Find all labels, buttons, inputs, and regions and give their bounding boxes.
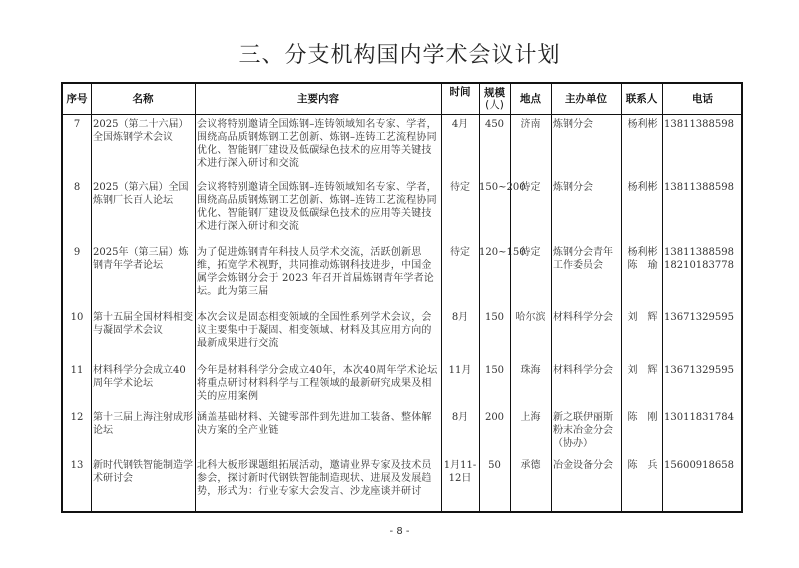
cell-name: 2025（第二十六届）全国炼钢学术会议: [93, 119, 189, 143]
cell-location: 承德: [520, 460, 541, 471]
cell-location: 哈尔滨: [515, 312, 546, 323]
cell-organizer: 炼钢分会: [553, 119, 593, 130]
column-divider: [510, 84, 511, 511]
cell-phone: 13011831784: [664, 412, 734, 423]
header-location: 地点: [520, 93, 541, 105]
header-phone: 电话: [692, 93, 713, 105]
cell-location: 待定: [520, 247, 541, 258]
cell-content: 北科大板形课题组拓展活动，邀请业界专家及技术员参会，探讨新时代钢铁智能制造现状、进展及发展趋势，形式为：行业专家大会发言、沙龙座谈并研讨: [197, 460, 432, 497]
cell-content: 本次会议是固态相变领域的全国性系列学术会议，会议主要集中于凝固、相变领域、材料及其应用方向的最新成果进行交流: [197, 312, 432, 349]
cell-contact: 杨利彬: [627, 182, 658, 193]
cell-no: 13: [70, 460, 84, 471]
header-organizer: 主办单位: [565, 93, 607, 105]
column-divider: [621, 84, 622, 511]
cell-no: 7: [73, 119, 81, 130]
header-time: 时间: [449, 86, 471, 98]
cell-location: 济南: [520, 119, 541, 130]
header-scale-line1: 规模: [484, 87, 505, 99]
cell-time: 4月: [451, 119, 469, 130]
cell-phone: 13671329595: [664, 365, 734, 376]
cell-content: 今年是材料科学分会成立40年，本次40周年学术论坛将重点研讨材料科学与工程领域的最新研究成果及相关的应用案例: [197, 365, 438, 402]
cell-organizer: 炼钢分会青年工作委员会: [553, 247, 613, 271]
conference-plan-table: [61, 82, 743, 513]
cell-time: 待定: [450, 182, 470, 193]
cell-no: 11: [70, 365, 84, 376]
cell-time: 8月: [451, 412, 469, 423]
cell-scale: 150: [484, 365, 505, 376]
cell-scale: 200: [484, 412, 505, 423]
cell-location: 待定: [520, 182, 541, 193]
cell-contact: 杨利彬: [627, 119, 658, 130]
column-divider: [662, 84, 663, 511]
cell-no: 9: [73, 247, 81, 258]
cell-name: 2025（第六届）全国炼钢厂长百人论坛: [93, 182, 189, 206]
cell-phone: 13671329595: [664, 312, 734, 323]
page-title: 三、分支机构国内学术会议计划: [238, 43, 561, 68]
header-content: 主要内容: [297, 93, 339, 105]
cell-scale: 50: [488, 460, 501, 471]
cell-contact: 陈 兵: [627, 460, 658, 471]
column-divider: [441, 84, 442, 511]
cell-scale: 150~200: [479, 182, 526, 193]
page-number: - 8 -: [389, 526, 410, 537]
cell-phone: 15600918658: [664, 460, 734, 471]
header-contact: 联系人: [625, 93, 658, 105]
cell-contact: 杨利彬 陈 瑜: [627, 247, 658, 271]
cell-scale: 450: [484, 119, 505, 130]
cell-contact: 刘 辉: [627, 365, 658, 376]
cell-phone: 13811388598: [664, 182, 734, 193]
cell-time: 11月: [448, 365, 472, 376]
cell-content: 会议将特别邀请全国炼钢–连铸领域知名专家、学者，围绕高品质钢炼钢工艺创新、炼钢–连铸工艺流程协同优化、智能钢厂建设及低碳绿色技术的应用等关键技术进行深入研讨和交流: [197, 119, 437, 169]
cell-organizer: 材料科学分会: [553, 365, 613, 376]
cell-name: 第十三届上海注射成形论坛: [93, 412, 193, 436]
cell-name: 材料科学分会成立40周年学术论坛: [93, 365, 186, 389]
header-name: 名称: [132, 93, 154, 105]
cell-time: 1月11-12日: [443, 460, 477, 484]
column-divider: [195, 84, 196, 511]
cell-name: 2025年（第三届）炼钢青年学者论坛: [93, 247, 189, 271]
cell-contact: 刘 辉: [627, 312, 658, 323]
header-divider: [63, 114, 741, 115]
cell-name: 新时代钢铁智能制造学术研讨会: [93, 460, 193, 484]
cell-no: 12: [70, 412, 84, 423]
column-divider: [479, 84, 480, 511]
header-scale-line2: (人): [485, 99, 504, 111]
cell-location: 上海: [520, 412, 541, 423]
cell-organizer: 材料科学分会: [553, 312, 613, 323]
cell-organizer: 冶金设备分会: [553, 460, 613, 471]
column-divider: [91, 84, 92, 511]
cell-scale: 120~150: [479, 247, 526, 258]
cell-organizer: 炼钢分会: [553, 182, 593, 193]
column-divider: [551, 84, 552, 511]
cell-time: 8月: [451, 312, 469, 323]
cell-scale: 150: [484, 312, 505, 323]
header-no: 序号: [66, 93, 88, 105]
cell-location: 珠海: [520, 365, 541, 376]
cell-time: 待定: [450, 247, 470, 258]
cell-phone: 13811388598 18210183778: [664, 247, 734, 271]
cell-organizer: 新之联伊丽斯粉末冶金分会（协办）: [553, 412, 613, 449]
cell-content: 会议将特别邀请全国炼钢–连铸领域知名专家、学者，围绕高品质钢炼钢工艺创新、炼钢–连铸工艺流程协同优化、智能钢厂建设及低碳绿色技术的应用等关键技术进行深入研讨和交流: [197, 182, 437, 232]
cell-content: 为了促进炼钢青年科技人员学术交流，活跃创新思维，拓宽学术视野，共同推动炼钢科技进步，中国金属学会炼钢分会于 2023 年召开首届炼钢青年学者论坛。此为第三届: [197, 247, 435, 297]
header-scale: [479, 84, 510, 114]
cell-no: 8: [73, 182, 81, 193]
cell-content: 涵盖基础材料、关键零部件到先进加工装备、整体解决方案的全产业链: [197, 412, 432, 436]
cell-phone: 13811388598: [664, 119, 734, 130]
cell-name: 第十五届全国材料相变与凝固学术会议: [93, 312, 193, 336]
cell-no: 10: [70, 312, 84, 323]
cell-contact: 陈 刚: [627, 412, 658, 423]
